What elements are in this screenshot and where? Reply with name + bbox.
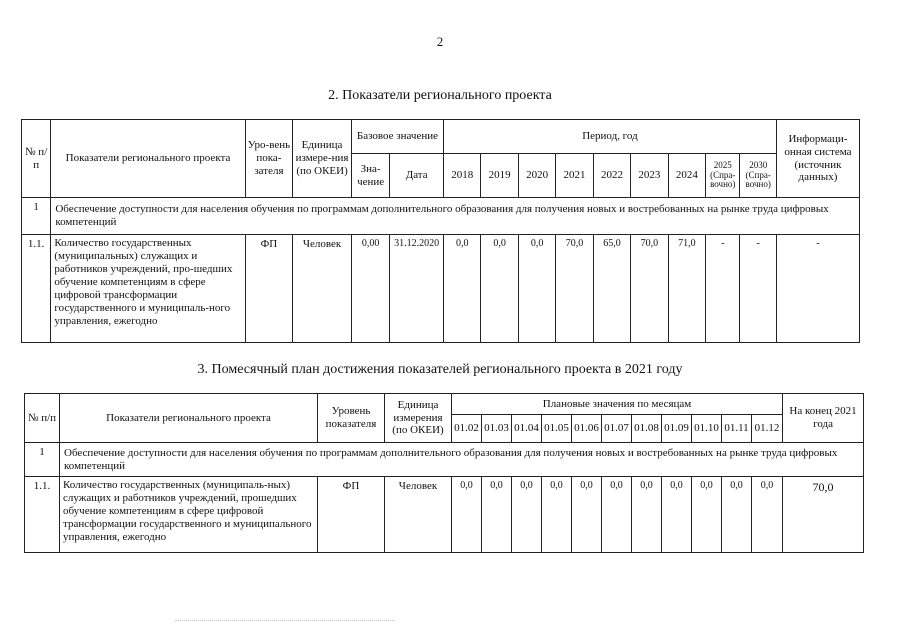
row-value: 71,0: [668, 235, 705, 343]
table-row: [22, 235, 860, 343]
row-indicator: Количество государственных (муниципаль-ных) служащих и работников учреждений, прошедших обучение компетенциям в сфере цифровой трансформации государственного и муниципального управления, ежегодно: [60, 477, 318, 553]
row-month-value: 0,0: [602, 477, 632, 553]
row-base-value: 0,00: [351, 235, 389, 343]
year-header: 2020: [518, 154, 555, 198]
col-base-date-header: Дата: [390, 154, 444, 198]
col-period-header: Период, год: [443, 120, 776, 154]
col-unit-header: Единица измере-ния (по ОКЕИ): [293, 120, 352, 198]
row-unit: Человек: [293, 235, 352, 343]
year-header: 2021: [556, 154, 593, 198]
month-header: 01.08: [632, 415, 662, 443]
row-num: 1.1.: [25, 477, 60, 553]
row-month-value: 0,0: [512, 477, 542, 553]
row-month-value: 0,0: [662, 477, 692, 553]
group-num: 1: [25, 443, 60, 477]
row-month-value: 0,0: [482, 477, 512, 553]
group-title: Обеспечение доступности для населения обучения по программам дополнительного образования для получения новых и востребованных на рынке труда цифровых компетенций: [60, 443, 864, 477]
footer-scan-mark: [175, 620, 395, 621]
month-header: 01.04: [512, 415, 542, 443]
col-unit-header: Единица измерения (по ОКЕИ): [385, 394, 452, 443]
section-3-title: 3. Помесячный план достижения показателей регионального проекта в 2021 году: [197, 362, 683, 377]
row-month-value: 0,0: [632, 477, 662, 553]
row-value: 0,0: [518, 235, 555, 343]
year-header: 2022: [593, 154, 630, 198]
row-num: 1.1.: [22, 235, 51, 343]
row-month-value: 0,0: [752, 477, 783, 553]
row-level: ФП: [318, 477, 385, 553]
col-year-end-header: На конец 2021 года: [783, 394, 864, 443]
month-header: 01.05: [542, 415, 572, 443]
col-base-header: Базовое значение: [351, 120, 443, 154]
col-num-header: № п/п: [22, 120, 51, 198]
row-value: -: [740, 235, 776, 343]
row-value: 0,0: [443, 235, 480, 343]
table-row: [25, 477, 864, 553]
row-value: 70,0: [631, 235, 668, 343]
month-header: 01.11: [722, 415, 752, 443]
row-level: ФП: [245, 235, 293, 343]
col-indicator-header: Показатели регионального проекта: [51, 120, 245, 198]
col-planned-header: Плановые значения по месяцам: [452, 394, 783, 415]
row-unit: Человек: [385, 477, 452, 553]
row-month-value: 0,0: [572, 477, 602, 553]
year-header: 2019: [481, 154, 518, 198]
month-header: 01.12: [752, 415, 783, 443]
row-month-value: 0,0: [722, 477, 752, 553]
row-month-value: 0,0: [452, 477, 482, 553]
month-header: 01.07: [602, 415, 632, 443]
group-title: Обеспечение доступности для населения обучения по программам дополнительного образования для получения новых и востребованных на рынке труда цифровых компетенций: [51, 198, 860, 235]
month-header: 01.06: [572, 415, 602, 443]
col-base-value-header: Зна-чение: [351, 154, 389, 198]
section-2-title: 2. Показатели регионального проекта: [328, 88, 552, 103]
row-base-date: 31.12.2020: [390, 235, 444, 343]
month-header: 01.09: [662, 415, 692, 443]
row-value: 70,0: [556, 235, 593, 343]
col-level-header: Уровень показателя: [318, 394, 385, 443]
col-level-header: Уро-вень пока-зателя: [245, 120, 293, 198]
year-header: 2030 (Спра-вочно): [740, 154, 776, 198]
row-indicator: Количество государственных (муниципальных) служащих и работников учреждений, про-шедших обучение компетенциям в сфере цифровой трансформации государственного и муниципаль-ного управления, ежегодно: [51, 235, 245, 343]
month-header: 01.03: [482, 415, 512, 443]
year-header: 2023: [631, 154, 668, 198]
row-year-end: 70,0: [783, 477, 864, 553]
page-number: 2: [436, 34, 444, 49]
month-header: 01.10: [692, 415, 722, 443]
row-month-value: 0,0: [542, 477, 572, 553]
month-header: 01.02: [452, 415, 482, 443]
year-header: 2025 (Спра-вочно): [706, 154, 740, 198]
monthly-plan-table: [24, 393, 864, 553]
col-num-header: № п/п: [25, 394, 60, 443]
row-value: 0,0: [481, 235, 518, 343]
year-header: 2024: [668, 154, 705, 198]
regional-indicators-table: [21, 119, 860, 343]
row-value: -: [706, 235, 740, 343]
row-value: 65,0: [593, 235, 630, 343]
group-num: 1: [22, 198, 51, 235]
col-indicator-header: Показатели регионального проекта: [60, 394, 318, 443]
row-month-value: 0,0: [692, 477, 722, 553]
col-info-header: Информаци-онная система (источник данных): [776, 120, 859, 198]
row-info: -: [776, 235, 859, 343]
year-header: 2018: [443, 154, 480, 198]
